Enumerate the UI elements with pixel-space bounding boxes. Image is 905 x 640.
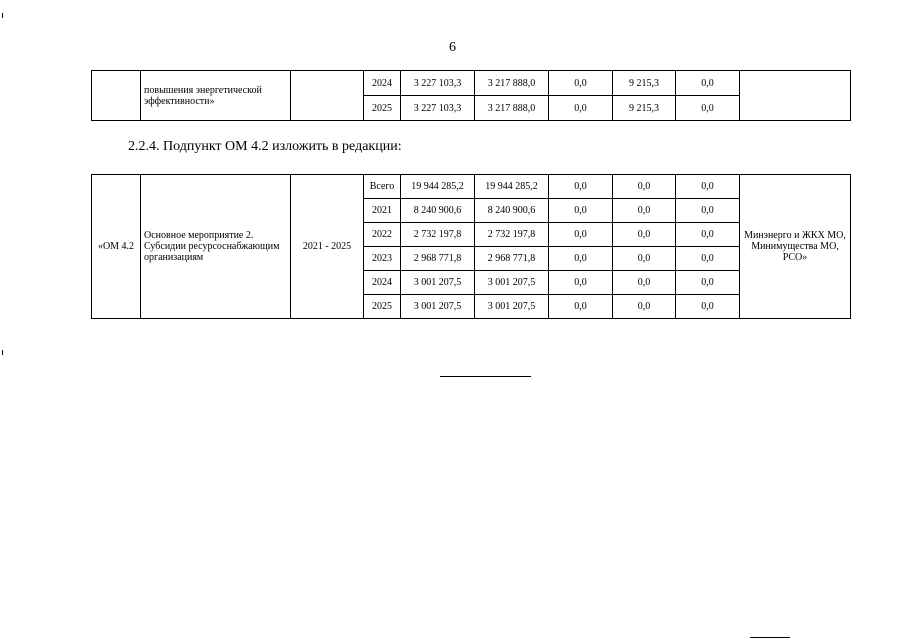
amount-cell: 0,0	[613, 247, 676, 271]
footer-divider	[440, 376, 531, 377]
table-row	[92, 175, 851, 199]
period-cell	[291, 71, 364, 121]
amount-cell: 2 968 771,8	[475, 247, 549, 271]
responsible-cell	[740, 71, 851, 121]
amount-cell: 0,0	[549, 96, 613, 121]
total-cell: 2 732 197,8	[401, 223, 475, 247]
scan-mark	[2, 350, 3, 355]
year-cell: 2025	[364, 96, 401, 121]
amount-cell: 0,0	[549, 199, 613, 223]
year-cell: 2023	[364, 247, 401, 271]
scan-mark	[2, 13, 3, 18]
scan-mark	[750, 637, 790, 638]
amount-cell: 19 944 285,2	[475, 175, 549, 199]
total-cell: 3 001 207,5	[401, 271, 475, 295]
total-cell: 3 001 207,5	[401, 295, 475, 319]
responsible-cell: Минэнерго и ЖКХ МО, Минимущества МО, РСО»	[740, 175, 851, 319]
amount-cell: 3 001 207,5	[475, 295, 549, 319]
amount-cell: 8 240 900,6	[475, 199, 549, 223]
year-cell: Всего	[364, 175, 401, 199]
total-cell: 2 968 771,8	[401, 247, 475, 271]
section-heading: 2.2.4. Подпункт ОМ 4.2 изложить в редакции:	[128, 139, 402, 154]
amount-cell: 0,0	[613, 175, 676, 199]
amount-cell: 0,0	[549, 71, 613, 96]
amount-cell: 9 215,3	[613, 71, 676, 96]
amount-cell: 0,0	[549, 175, 613, 199]
period-cell: 2021 - 2025	[291, 175, 364, 319]
amount-cell: 0,0	[549, 295, 613, 319]
amount-cell: 0,0	[613, 223, 676, 247]
amount-cell: 0,0	[676, 71, 740, 96]
amount-cell: 3 217 888,0	[475, 71, 549, 96]
budget-table-main	[91, 174, 851, 319]
code-cell	[92, 71, 141, 121]
total-cell: 3 227 103,3	[401, 96, 475, 121]
activity-cell: Основное мероприятие 2. Субсидии ресурсоснабжающим организациям	[141, 175, 291, 319]
year-cell: 2022	[364, 223, 401, 247]
amount-cell: 0,0	[676, 199, 740, 223]
activity-cell: повышения энергетической эффективности»	[141, 71, 291, 121]
amount-cell: 0,0	[676, 271, 740, 295]
amount-cell: 0,0	[676, 223, 740, 247]
page-number: 6	[449, 40, 456, 55]
year-cell: 2021	[364, 199, 401, 223]
budget-table-top	[91, 70, 851, 121]
total-cell: 3 227 103,3	[401, 71, 475, 96]
amount-cell: 2 732 197,8	[475, 223, 549, 247]
amount-cell: 0,0	[549, 271, 613, 295]
amount-cell: 0,0	[549, 247, 613, 271]
code-cell: «ОМ 4.2	[92, 175, 141, 319]
table-row	[92, 71, 851, 96]
amount-cell: 0,0	[676, 96, 740, 121]
amount-cell: 9 215,3	[613, 96, 676, 121]
total-cell: 19 944 285,2	[401, 175, 475, 199]
amount-cell: 0,0	[613, 295, 676, 319]
amount-cell: 3 217 888,0	[475, 96, 549, 121]
total-cell: 8 240 900,6	[401, 199, 475, 223]
amount-cell: 0,0	[676, 175, 740, 199]
year-cell: 2025	[364, 295, 401, 319]
amount-cell: 0,0	[613, 271, 676, 295]
amount-cell: 3 001 207,5	[475, 271, 549, 295]
amount-cell: 0,0	[676, 247, 740, 271]
amount-cell: 0,0	[613, 199, 676, 223]
year-cell: 2024	[364, 71, 401, 96]
year-cell: 2024	[364, 271, 401, 295]
amount-cell: 0,0	[676, 295, 740, 319]
amount-cell: 0,0	[549, 223, 613, 247]
